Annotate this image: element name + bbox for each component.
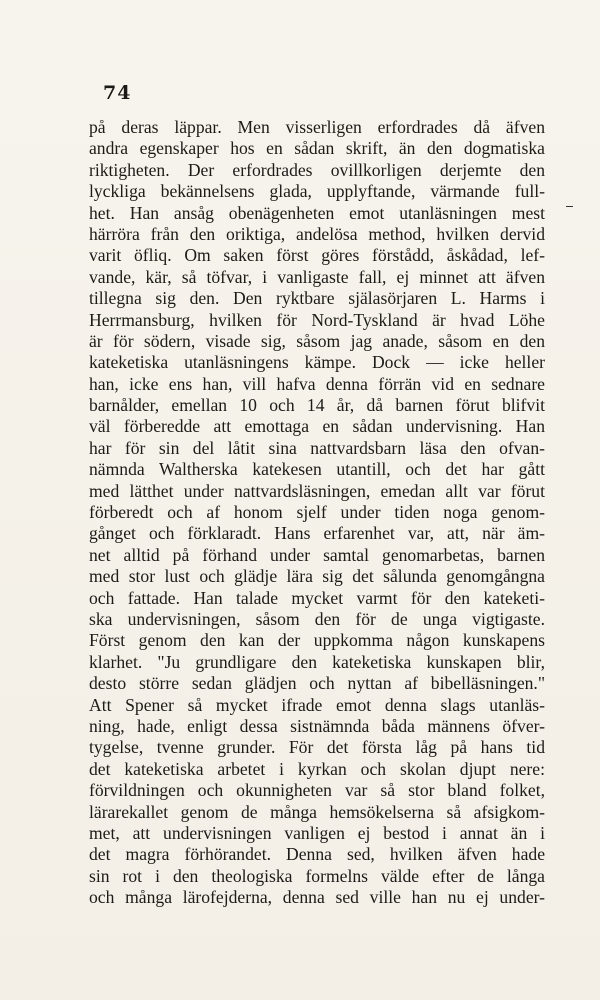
text-line: härröra från den oriktiga, andelösa method, hvilken dervid xyxy=(89,223,545,244)
text-line: gånget och förklaradt. Hans erfarenhet var, att, när äm- xyxy=(89,523,545,544)
text-line: Att Spener så mycket ifrade emot denna slags utanläs- xyxy=(89,694,545,715)
text-line: nämnda Waltherska katekesen utantill, och det har gått xyxy=(89,459,545,480)
text-line: varit öfliq. Om saken först göres förstådd, åskådad, lef- xyxy=(89,245,545,266)
text-line: vande, kär, så töfvar, i vanligaste fall, ej minnet att äfven xyxy=(89,266,545,287)
text-line: Herrmansburg, hvilken för Nord-Tyskland är hvad Löhe xyxy=(89,309,545,330)
text-line: Först genom den kan der uppkomma någon kunskapens xyxy=(89,630,545,651)
text-line: andra egenskaper hos en sådan skrift, än den dogmatiska xyxy=(89,138,545,159)
text-line: det kateketiska arbetet i kyrkan och skolan djupt nere: xyxy=(89,758,545,779)
margin-mark xyxy=(566,206,573,207)
text-line: väl förberedde att emottaga en sådan undervisning. Han xyxy=(89,416,545,437)
text-line: desto större sedan glädjen och nyttan af bibelläsningen." xyxy=(89,673,545,694)
text-line: med lätthet under nattvardsläsningen, emedan allt var förut xyxy=(89,480,545,501)
text-line: kateketiska utanläsningens kämpe. Dock — icke heller xyxy=(89,352,545,373)
text-line: med stor lust och glädje lära sig det sålunda genomgångna xyxy=(89,566,545,587)
text-line: het. Han ansåg obenägenheten emot utanläsningen mest xyxy=(89,202,545,223)
text-line: förberedt och af honom sjelf under tiden noga genom- xyxy=(89,502,545,523)
text-line: tygelse, tvenne grunder. För det första låg på hans tid xyxy=(89,737,545,758)
body-text xyxy=(89,117,545,908)
text-line: är för södern, visade sig, såsom jag anade, såsom en den xyxy=(89,330,545,351)
text-line: ning, hade, enligt dessa sistnämnda båda männens öfver- xyxy=(89,715,545,736)
text-line: och fattade. Han talade mycket varmt för den kateketi- xyxy=(89,587,545,608)
text-line: klarhet. "Ju grundligare den kateketiska kunskapen blir, xyxy=(89,651,545,672)
text-line: ska undervisningen, såsom den för de unga vigtigaste. xyxy=(89,608,545,629)
text-line: sin rot i den theologiska formelns välde efter de långa xyxy=(89,865,545,886)
text-line: riktigheten. Der erfordrades ovillkorligen derjemte den xyxy=(89,159,545,180)
text-line: lyckliga bekännelsens glada, upplyftande, värmande full- xyxy=(89,181,545,202)
text-line: det magra förhörandet. Denna sed, hvilken äfven hade xyxy=(89,844,545,865)
text-line: och många lärofejderna, denna sed ville han nu ej under- xyxy=(89,887,545,908)
text-line: net alltid på förhand under samtal genomarbetas, barnen xyxy=(89,544,545,565)
text-line: han, icke ens han, vill hafva denna förrän vid en sednare xyxy=(89,373,545,394)
text-line: förvildningen och okunnigheten var så stor bland folket, xyxy=(89,780,545,801)
text-line: tillegna sig den. Den ryktbare själasörjaren L. Harms i xyxy=(89,288,545,309)
text-line: lärarekallet genom de många hemsökelserna så afsigkom- xyxy=(89,801,545,822)
text-line: met, att undervisningen vanligen ej bestod i annat än i xyxy=(89,822,545,843)
text-line: på deras läppar. Men visserligen erfordrades då äfven xyxy=(89,117,545,137)
text-line: har för sin del låtit sina nattvardsbarn läsa den ofvan- xyxy=(89,437,545,458)
page-number: 74 xyxy=(103,82,132,104)
text-line: barnålder, emellan 10 och 14 år, då barnen förut blifvit xyxy=(89,395,545,416)
